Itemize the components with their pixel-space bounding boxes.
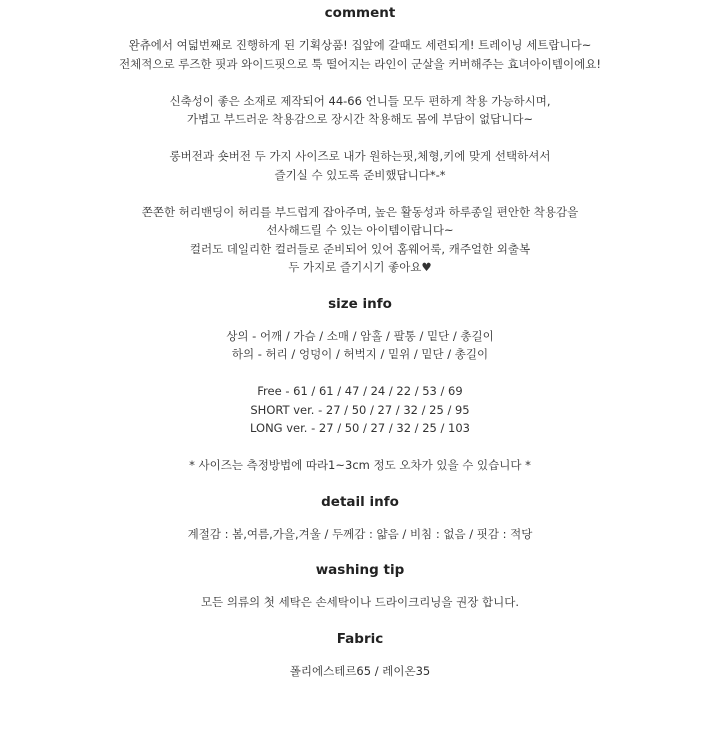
comment-paragraph <box>0 203 720 277</box>
comment-line: 쫀쫀한 허리밴딩이 허리를 부드럽게 잡아주며, 높은 활동성과 하루종일 편안한 착용감을 <box>141 204 579 219</box>
size-note: * 사이즈는 측정방법에 따라1~3cm 정도 오차가 있을 수 있습니다 * <box>189 458 531 472</box>
washing-tip-text: 모든 의류의 첫 세탁은 손세탁이나 드라이크리닝을 권장 합니다. <box>200 595 520 609</box>
size-table <box>0 382 720 438</box>
size-label-top: 상의 - 어깨 / 가슴 / 소매 / 암홀 / 팔통 / 밑단 / 총길이 <box>226 328 494 343</box>
comment-title: comment <box>324 5 396 21</box>
size-labels <box>0 327 720 364</box>
washing-tip-title: washing tip <box>315 562 405 578</box>
size-row-long: LONG ver. - 27 / 50 / 27 / 32 / 25 / 103 <box>250 421 470 435</box>
comment-line: 전체적으로 루즈한 핏과 와이드핏으로 툭 떨어지는 라인이 군살을 커버해주는 효녀아이템이에요! <box>119 56 601 71</box>
comment-line: 컬러도 데일리한 컬러들로 준비되어 있어 홈웨어룩, 캐주얼한 외출복 <box>189 241 531 256</box>
comment-line: 즐기실 수 있도록 준비했답니다*-* <box>274 167 446 182</box>
comment-line: 완츄에서 여덟번째로 진행하게 된 기획상품! 집앞에 갈때도 세련되게! 트레이닝 세트랍니다~ <box>128 38 592 52</box>
size-label-bottom: 하의 - 허리 / 엉덩이 / 허벅지 / 밑위 / 밑단 / 총길이 <box>231 347 489 361</box>
size-info-title: size info <box>328 295 392 312</box>
fabric-title: Fabric <box>336 630 384 647</box>
size-row-free: Free - 61 / 61 / 47 / 24 / 22 / 53 / 69 <box>257 384 463 398</box>
comment-paragraph <box>0 36 720 73</box>
comment-line: 신축성이 좋은 소재로 제작되어 44-66 언니들 모두 편하게 착용 가능하시며, <box>169 93 551 108</box>
comment-line: 두 가지로 즐기시기 좋아요♥ <box>288 260 432 274</box>
comment-line: 선사해드릴 수 있는 아이템이랍니다~ <box>266 223 454 237</box>
comment-line: 가볍고 부드러운 착용감으로 장시간 착용해도 몸에 부담이 없답니다~ <box>186 112 534 126</box>
detail-info-title: detail info <box>321 493 399 510</box>
size-row-short: SHORT ver. - 27 / 50 / 27 / 32 / 25 / 95 <box>250 402 470 417</box>
comment-paragraph <box>0 147 720 184</box>
comment-paragraph <box>0 92 720 129</box>
detail-info-text: 계절감 : 봄,여름,가을,겨울 / 두께감 : 얇음 / 비침 : 없음 / 핏감 : 적당 <box>187 526 533 541</box>
comment-line: 롱버전과 숏버전 두 가지 사이즈로 내가 원하는핏,체형,키에 맞게 선택하셔서 <box>169 149 551 163</box>
fabric-text: 폴리에스테르65 / 레이온35 <box>289 663 431 678</box>
